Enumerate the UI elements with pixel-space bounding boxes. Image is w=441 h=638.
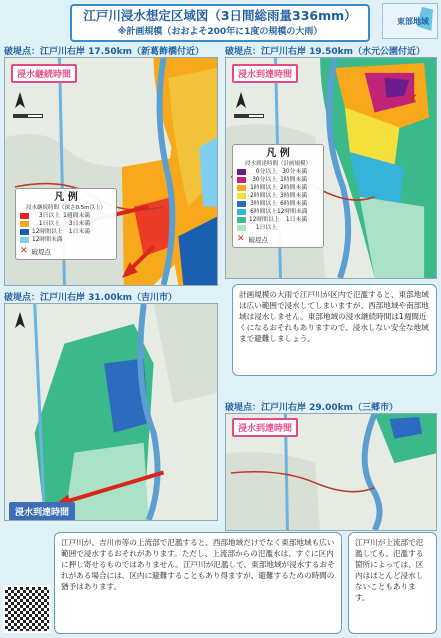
legend-range-end: 1日未満: [68, 229, 90, 235]
legend-duration-row: [20, 212, 112, 220]
legend-range-end: 12時間未満: [277, 209, 308, 215]
legend-arrival-row: [237, 224, 319, 232]
legend-range-start: 0分以上: [255, 169, 277, 175]
legend-swatch: [20, 221, 29, 227]
legend-range-start: 1日以上: [255, 225, 277, 231]
legend-arrival-row: [237, 200, 319, 208]
legend-range-start: 30分以上: [252, 177, 277, 183]
panel3-caption: 破堤点：江戸川右岸 31.00km（吉川市）: [4, 293, 177, 303]
panel3-map-graphic: [5, 304, 217, 520]
legend-range-start: 12時間未満: [32, 237, 63, 243]
legend-swatch: [237, 201, 246, 207]
legend-range-start: 6時間以上: [250, 209, 277, 215]
legend-arrival-row: [237, 192, 319, 200]
legend-range-start: 1時間以上: [250, 185, 277, 191]
legend-swatch: [20, 237, 29, 243]
scale-bar: [234, 114, 264, 118]
svg-text:✕: ✕: [406, 91, 418, 108]
legend-duration-row: [20, 236, 112, 244]
legend-range-start: 3時間以上: [250, 201, 277, 207]
qr-code-icon[interactable]: [3, 585, 51, 633]
page-title: 江戸川浸水想定区域図（3日間総雨量336mm）: [83, 8, 357, 23]
legend-range-end: 1時間未満: [280, 177, 307, 183]
legend-arrival-subtitle: 浸水到達時間（計画規模）: [244, 161, 311, 167]
legend-swatch: [237, 169, 246, 175]
legend-swatch: [237, 185, 246, 191]
legend-range-start: 1日以上: [38, 221, 60, 227]
panel3-map[interactable]: [4, 303, 218, 521]
north-arrow-icon: [13, 312, 27, 330]
legend-arrival-row: [237, 176, 319, 184]
legend-range-end: 2時間未満: [280, 185, 307, 191]
note-panel2: 計画規模の大雨で江戸川が区内で氾濫すると、東部地域は広い範囲で浸水してしまいますが、西部地域や南部地域は浸水しません。東部地域の浸水継続時間は1週間近くになるおそれもありますので、浸水しない安全な地域まで避難しましょう。: [232, 284, 437, 376]
legend-range-start: 3日以上: [38, 213, 60, 219]
panel4-map[interactable]: [225, 413, 437, 531]
legend-range-start: 12時間以上: [32, 229, 63, 235]
scale-bar: [13, 114, 43, 118]
panel2-tag: 浸水到達時間: [232, 64, 298, 83]
legend-range-end: 30分未満: [282, 169, 307, 175]
panel2-map[interactable]: [225, 57, 437, 279]
panel4-caption: 破堤点：江戸川右岸 29.00km（三郷市）: [225, 403, 398, 413]
legend-arrival-row: [237, 208, 319, 216]
locator-map: [382, 3, 438, 39]
legend-arrival: [232, 144, 324, 248]
panel2-caption: 破堤点：江戸川右岸 19.50km（水元公園付近）: [225, 47, 425, 57]
page-subtitle: ※計画規模（おおよそ200年に1度の規模の大雨）: [117, 27, 323, 37]
note-panel4: 江戸川が上流部で氾濫しても、氾濫する箇所によっては、区内はほとんど浸水しないこともあります。: [348, 532, 437, 634]
legend-swatch: [237, 225, 246, 231]
panel3-tag: 浸水到達時間: [9, 502, 75, 521]
locator-label: 東部地域: [397, 17, 429, 26]
legend-range-end: 1週間未満: [63, 213, 90, 219]
breach-x-icon: ✕: [237, 234, 245, 244]
legend-duration: [15, 188, 117, 260]
legend-range-end: 3日未満: [68, 221, 90, 227]
north-arrow-icon: [13, 92, 27, 110]
legend-breach: [20, 246, 112, 256]
legend-swatch: [237, 209, 246, 215]
legend-swatch: [20, 229, 29, 235]
legend-arrival-title: 凡 例: [266, 148, 290, 159]
legend-swatch: [237, 193, 246, 199]
legend-swatch: [237, 217, 246, 223]
legend-arrival-row: [237, 216, 319, 224]
legend-duration-row: [20, 228, 112, 236]
panel1-caption: 破堤点：江戸川右岸 17.50km（新葛飾橋付近）: [4, 47, 204, 57]
legend-breach-label: 破堤点: [248, 235, 269, 244]
title-box: [70, 4, 370, 42]
north-arrow-icon: [234, 92, 248, 110]
panel1-tag: 浸水継続時間: [11, 64, 77, 83]
panel1-map[interactable]: [4, 57, 218, 286]
panel4-tag: 浸水到達時間: [232, 418, 298, 437]
legend-swatch: [237, 177, 246, 183]
legend-breach: [237, 234, 319, 244]
legend-swatch: [20, 213, 29, 219]
legend-duration-title: 凡 例: [54, 192, 78, 203]
legend-breach-label: 破堤点: [31, 247, 52, 256]
legend-arrival-row: [237, 184, 319, 192]
legend-arrival-row: [237, 168, 319, 176]
legend-range-end: 3時間未満: [280, 193, 307, 199]
breach-x-icon: ✕: [20, 246, 28, 256]
legend-duration-row: [20, 220, 112, 228]
legend-range-start: 2時間以上: [250, 193, 277, 199]
legend-range-end: 6時間未満: [280, 201, 307, 207]
note-panel3: 江戸川が、吉川市等の上流部で氾濫すると、西部地域だけでなく東部地域も広い範囲で浸水するおそれがあります。ただし、上流部からの氾濫水は、すぐに区内に押し寄せるものではありません。江戸川が氾濫して、東部地域が浸水するおそれがある場合には、区内に避難することもあり得ますが、避難するための時間の猶予はあります。: [54, 532, 342, 634]
legend-range-end: 1日未満: [285, 217, 307, 223]
legend-duration-subtitle: 浸水継続時間（深さ0.5m以上）: [25, 205, 107, 211]
legend-range-start: 12時間以上: [249, 217, 280, 223]
